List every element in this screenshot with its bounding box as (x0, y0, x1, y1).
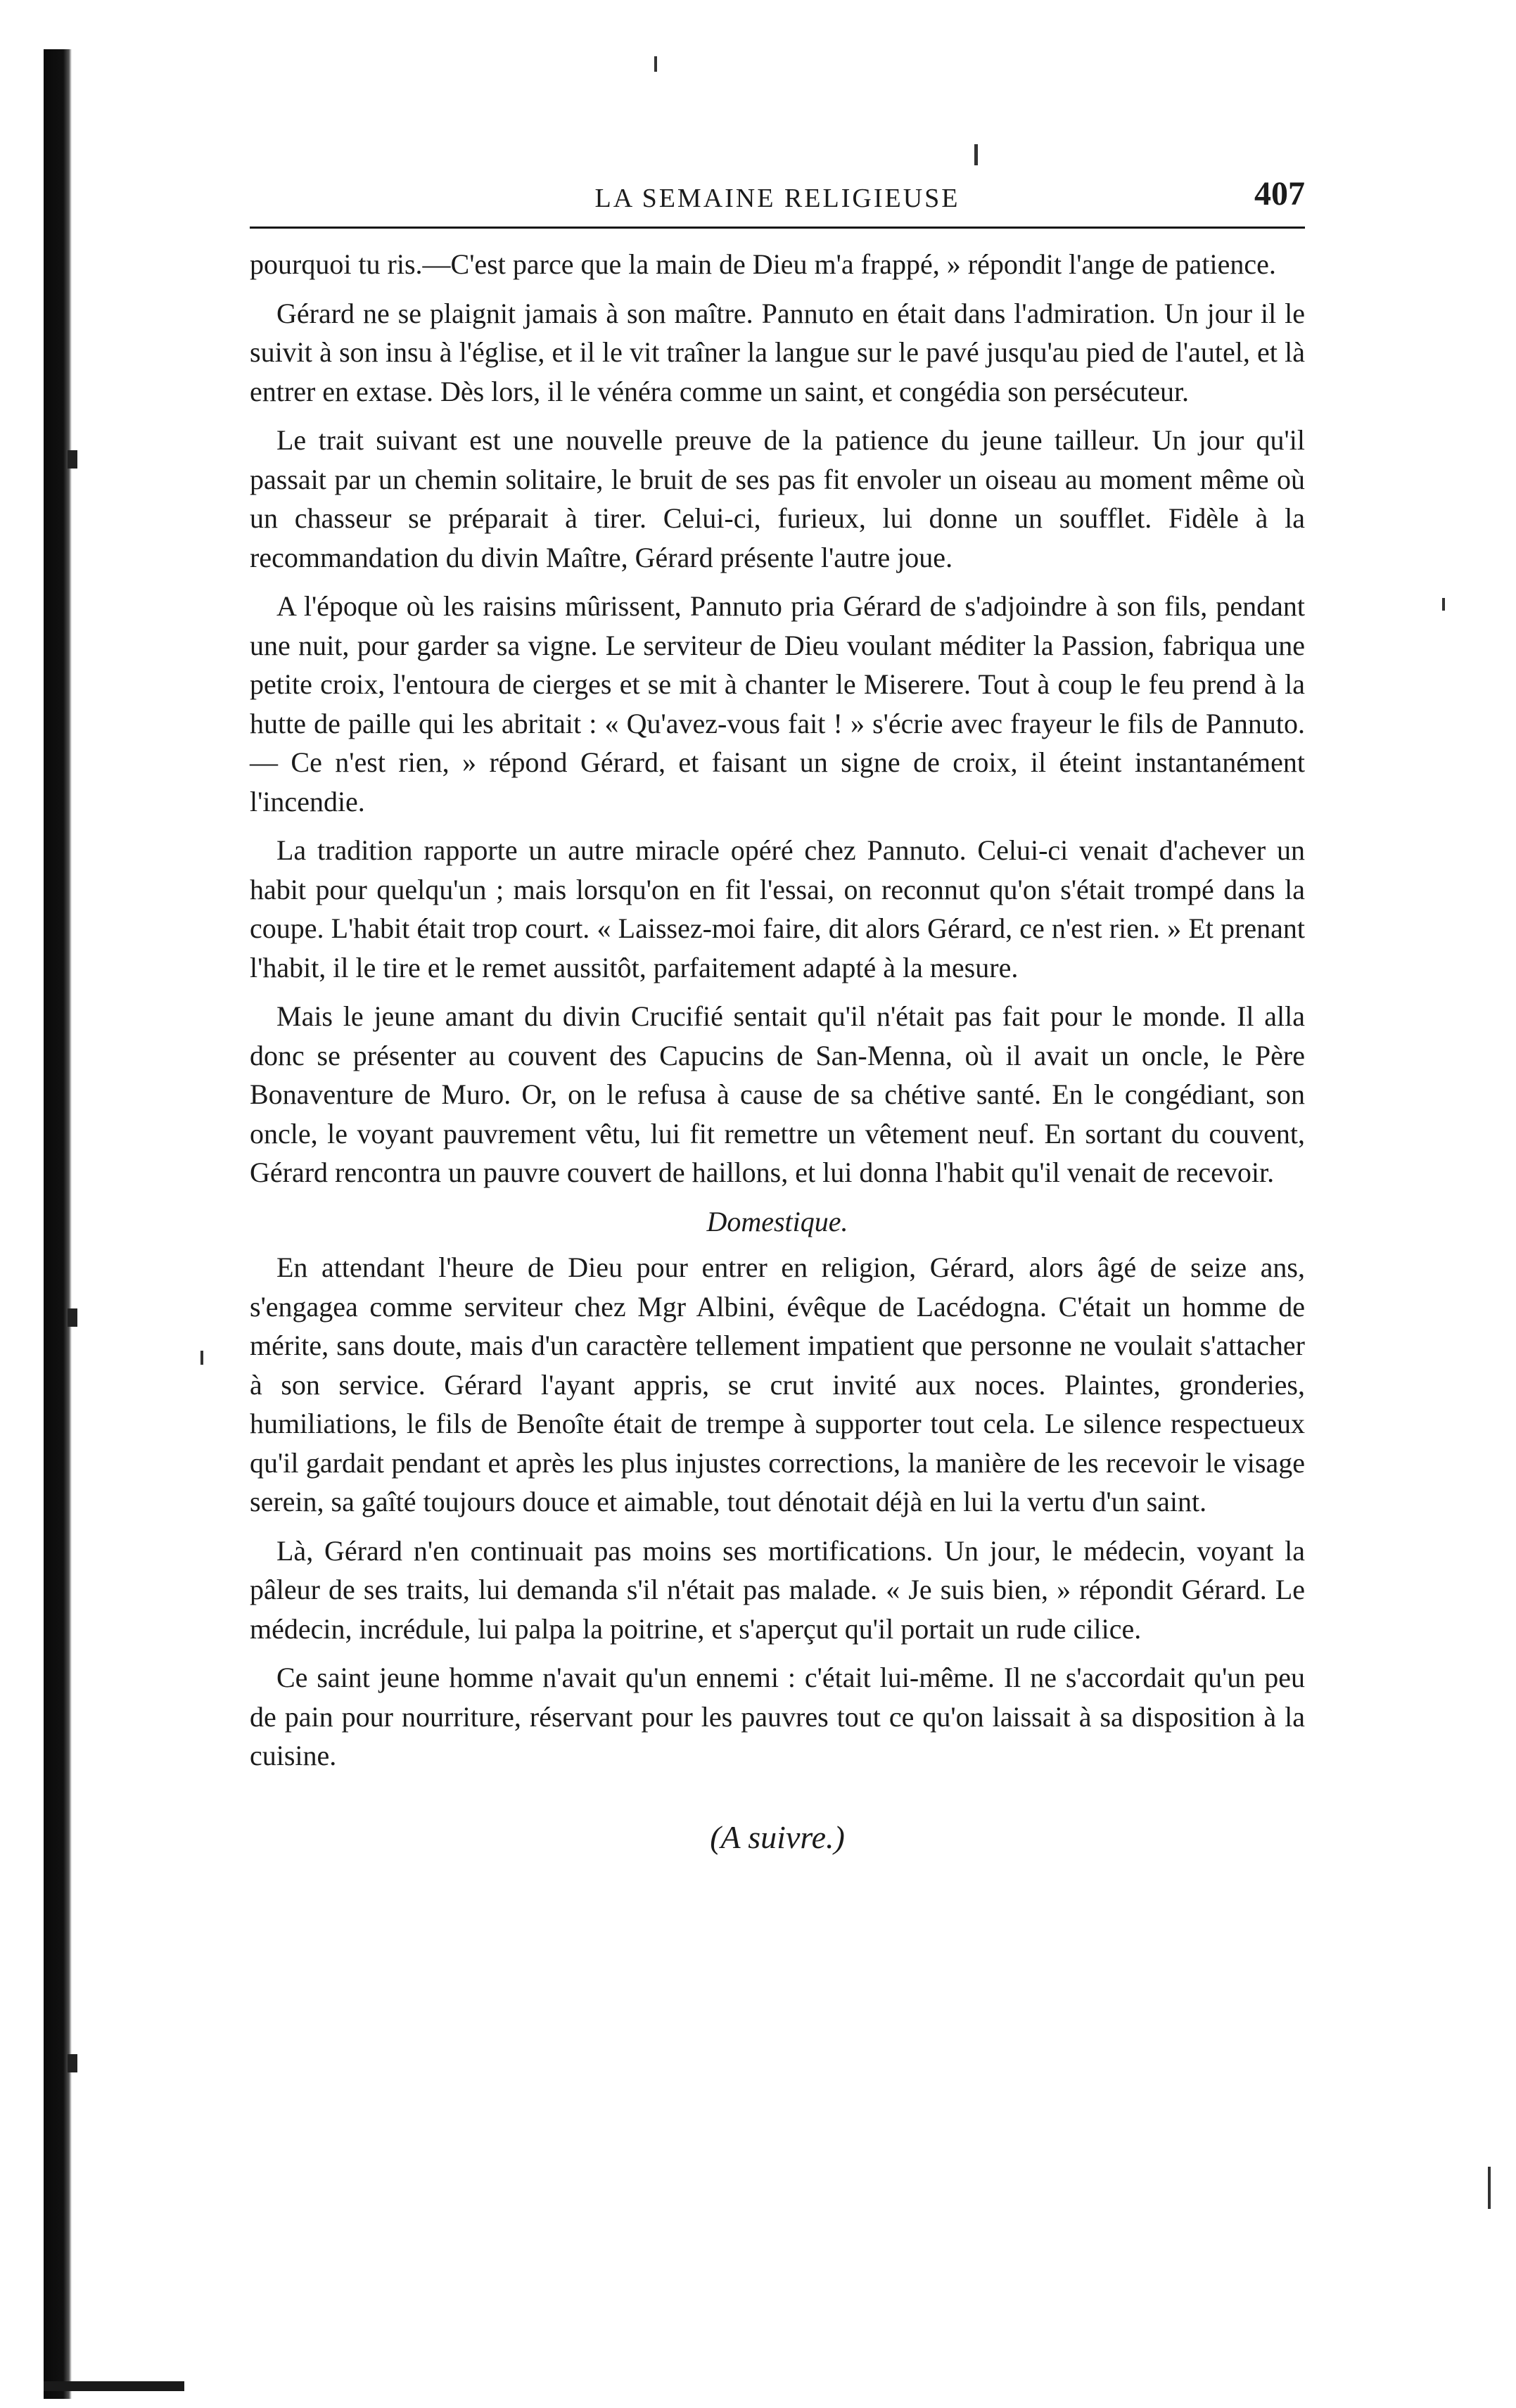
paragraph: pourquoi tu ris.—C'est parce que la main de Dieu m'a frappé, » répondit l'ange de patience. (250, 248, 1276, 280)
page-number: 407 (1254, 175, 1305, 212)
scan-speck (1488, 2167, 1491, 2209)
paragraph: La tradition rapporte un autre miracle opéré chez Pannuto. Celui-ci venait d'achever un habit pour quelqu'un ; mais lorsqu'on en fit l'essai, on reconnut qu'on s'était trompé dans la coupe. L'habit était trop court. « Laissez-moi faire, dit alors Gérard, ce n'est rien. » Et prenant l'habit, il le tire et le remet aussitôt, parfaitement adapté à la mesure. (250, 834, 1305, 983)
binding-notch (68, 450, 77, 469)
binding-notch (68, 1308, 77, 1327)
scan-speck (974, 144, 978, 165)
paragraph: A l'époque où les raisins mûrissent, Pannuto pria Gérard de s'adjoindre à son fils, pendant une nuit, pour garder sa vigne. Le serviteur de Dieu voulant méditer la Passion, fabriqua une petite croix, l'entoura de cierges et se mit à chanter le Miserere. Tout à coup le feu prend à la hutte de paille qui les abritait : « Qu'avez-vous fait ! » s'écrie avec frayeur le fils de Pannuto.— Ce n'est rien, » répond Gérard, et faisant un signe de croix, il éteint instantanément l'incendie. (250, 590, 1305, 817)
page (250, 169, 1305, 1856)
paragraph: Ce saint jeune homme n'avait qu'un ennemi : c'était lui-même. Il ne s'accordait qu'un peu de pain pour nourriture, réservant pour les pauvres tout ce qu'on laissait à sa disposition à la cuisine. (250, 1662, 1305, 1771)
body-text (250, 245, 1305, 1856)
paragraph: Mais le jeune amant du divin Crucifié sentait qu'il n'était pas fait pour le monde. Il alla donc se présenter au couvent des Capucins de San-Menna, où il avait un oncle, le Père Bonaventure de Muro. Or, on le refusa à cause de sa chétive santé. En le congédiant, son oncle, le voyant pauvrement vêtu, lui fit remettre un vêtement neuf. En sortant du couvent, Gérard rencontra un pauvre couvert de haillons, et lui donna l'habit qu'il venait de recevoir. (250, 1000, 1305, 1188)
paragraph: En attendant l'heure de Dieu pour entrer en religion, Gérard, alors âgé de seize ans, s'engagea comme serviteur chez Mgr Albini, évêque de Lacédogna. C'était un homme de mérite, sans doute, mais d'un caractère tellement impatient que personne ne voulait s'attacher à son service. Gérard l'ayant appris, se crut invité aux noces. Plaintes, gronderies, humiliations, le fils de Benoîte était de trempe à supporter tout cela. Le silence respectueux qu'il gardait pendant et après les plus injustes corrections, la manière de les recevoir le visage serein, sa gaîté toujours douce et aimable, tout dénotait déjà en lui la vertu d'un saint. (250, 1251, 1305, 1517)
paragraph: Là, Gérard n'en continuait pas moins ses mortifications. Un jour, le médecin, voyant la pâleur de ses traits, lui demanda s'il n'était pas malade. « Je suis bien, » répondit Gérard. Le médecin, incrédule, lui palpa la poitrine, et s'aperçut qu'il portait un rude cilice. (250, 1534, 1305, 1645)
paragraph: Gérard ne se plaignit jamais à son maître. Pannuto en était dans l'admiration. Un jour il le suivit à son insu à l'église, et il le vit traîner la langue sur le pavé jusqu'au pied de l'autel, et là entrer en extase. Dès lors, il le vénéra comme un saint, et congédia son persécuteur. (250, 297, 1305, 407)
running-title: LA SEMAINE RELIGIEUSE (594, 184, 960, 213)
header-rule (250, 227, 1305, 229)
running-head (250, 169, 1305, 232)
book-binding-edge (44, 49, 72, 2399)
to-be-continued: (A suivre.) (710, 1818, 845, 1855)
scan-speck (654, 56, 657, 72)
section-heading: Domestique. (706, 1205, 848, 1237)
binding-notch (68, 2054, 77, 2072)
scan-speck (1442, 598, 1445, 611)
binding-foot (44, 2381, 184, 2391)
scan-speck (200, 1351, 203, 1365)
paragraph: Le trait suivant est une nouvelle preuve de la patience du jeune tailleur. Un jour qu'il passait par un chemin solitaire, le bruit de ses pas fit envoler un oiseau au moment même où un chasseur se préparait à tirer. Celui-ci, furieux, lui donne un soufflet. Fidèle à la recommandation du divin Maître, Gérard présente l'autre joue. (250, 424, 1305, 573)
